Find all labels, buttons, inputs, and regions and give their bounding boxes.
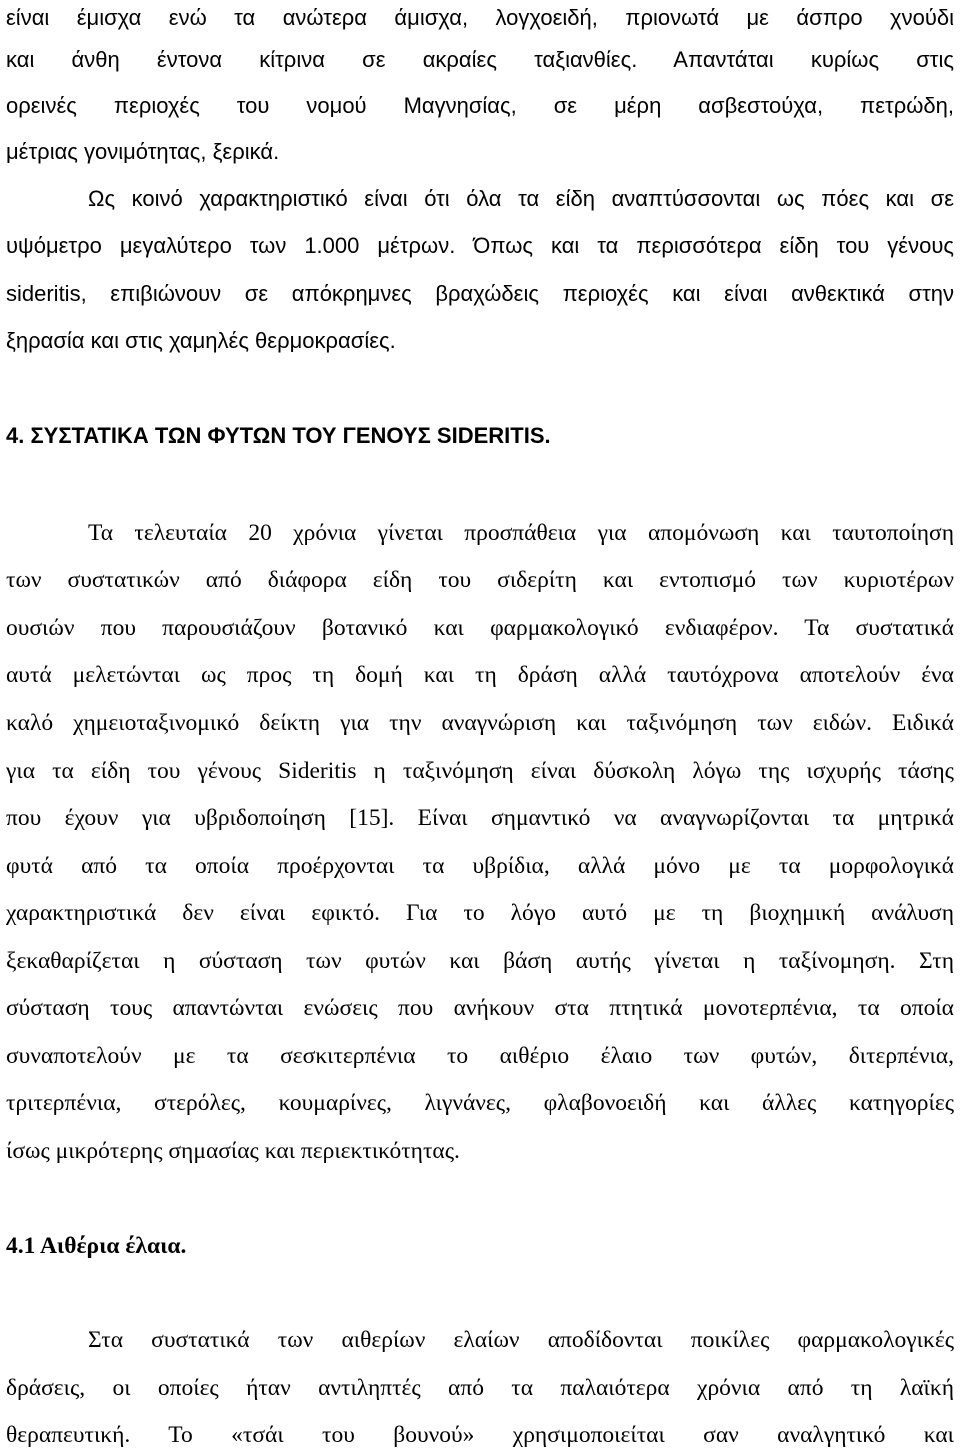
text-line: ξηρασία και στις χαμηλές θερμοκρασίες.: [6, 328, 396, 353]
text-line: ουσιών που παρουσιάζουν βοτανικό και φαρμακολογικό ενδιαφέρον. Τα συστατικά: [6, 615, 954, 641]
text-line: σύσταση τους απαντώνται ενώσεις που ανήκουν στα πτητικά μονοτερπένια, τα οποία: [6, 995, 954, 1021]
text-line: καλό χημειοταξινομικό δείκτη για την αναγνώριση και ταξινόμηση των ειδών. Ειδικά: [6, 710, 954, 736]
text-line: sideritis, επιβιώνουν σε απόκρημνες βραχώδεις περιοχές και είναι ανθεκτικά στην: [6, 281, 954, 306]
text-line: Ως κοινό χαρακτηριστικό είναι ότι όλα τα είδη αναπτύσσονται ως πόες και σε: [88, 186, 954, 211]
text-line: ίσως μικρότερης σημασίας και περιεκτικότητας.: [6, 1138, 460, 1164]
text-line: ορεινές περιοχές του νομού Μαγνησίας, σε μέρη ασβεστούχα, πετρώδη,: [6, 93, 954, 118]
text-line: αυτά μελετώνται ως προς τη δομή και τη δράση αλλά ταυτόχρονα αποτελούν ένα: [6, 662, 954, 688]
text-line: Στα συστατικά των αιθερίων ελαίων αποδίδονται ποικίλες φαρμακολογικές: [88, 1327, 954, 1353]
text-line: που έχουν για υβριδοποίηση [15]. Είναι σημαντικό να αναγνωρίζονται τα μητρικά: [6, 805, 954, 831]
section-heading: 4. ΣΥΣΤΑΤΙΚΑ ΤΩΝ ΦΥΤΩΝ ΤΟΥ ΓΕΝΟΥΣ SIDERITIS.: [6, 423, 551, 448]
text-line: μέτριας γονιμότητας, ξερικά.: [6, 139, 280, 164]
text-line: και άνθη έντονα κίτρινα σε ακραίες ταξιανθίες. Απαντάται κυρίως στις: [6, 47, 954, 72]
text-line: ξεκαθαρίζεται η σύσταση των φυτών και βάση αυτής γίνεται η ταξίνομηση. Στη: [6, 948, 954, 974]
text-line: τριτερπένια, στερόλες, κουμαρίνες, λιγνάνες, φλαβονοειδή και άλλες κατηγορίες: [6, 1090, 954, 1116]
text-line: είναι έμισχα ενώ τα ανώτερα άμισχα, λογχοειδή, πριονωτά με άσπρο χνούδι: [6, 5, 954, 30]
subsection-heading: 4.1 Αιθέρια έλαια.: [6, 1233, 187, 1259]
text-line: για τα είδη του γένους Sideritis η ταξινόμηση είναι δύσκολη λόγω της ισχυρής τάσης: [6, 758, 954, 784]
text-line: των συστατικών από διάφορα είδη του σιδερίτη και εντοπισμό των κυριοτέρων: [6, 567, 954, 593]
text-line: φυτά από τα οποία προέρχονται τα υβρίδια, αλλά μόνο με τα μορφολογικά: [6, 853, 954, 879]
text-line: συναποτελούν με τα σεσκιτερπένια το αιθέριο έλαιο των φυτών, διτερπένια,: [6, 1043, 954, 1069]
text-line: θεραπευτική. Το «τσάι του βουνού» χρησιμοποιείται σαν αναλγητικό και: [6, 1422, 954, 1448]
text-line: υψόμετρο μεγαλύτερο των 1.000 μέτρων. Όπως και τα περισσότερα είδη του γένους: [6, 233, 954, 258]
text-line: δράσεις, οι οποίες ήταν αντιληπτές από τα παλαιότερα χρόνια από τη λαϊκή: [6, 1375, 954, 1401]
text-line: Τα τελευταία 20 χρόνια γίνεται προσπάθεια για απομόνωση και ταυτοποίηση: [88, 520, 954, 546]
text-line: χαρακτηριστικά δεν είναι εφικτό. Για το λόγο αυτό με τη βιοχημική ανάλυση: [6, 900, 954, 926]
